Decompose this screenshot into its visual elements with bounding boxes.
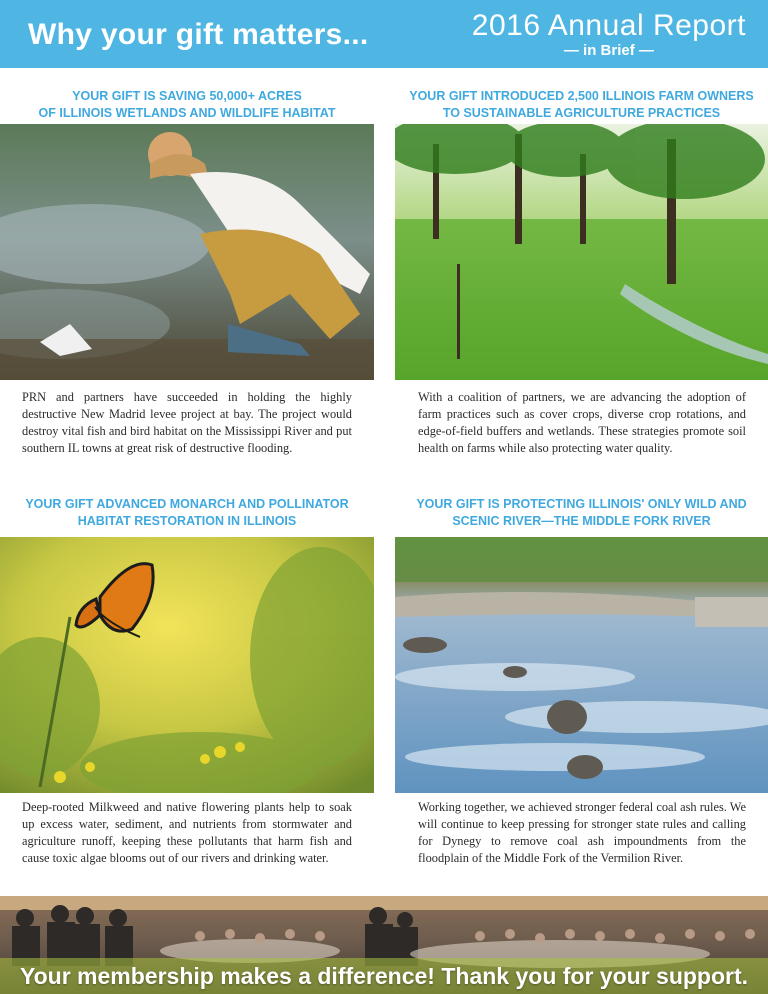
heading-line: YOUR GIFT ADVANCED MONARCH AND POLLINATOR: [25, 497, 349, 511]
section-heading-middle-fork: [395, 496, 768, 530]
photo-river: [395, 537, 768, 793]
section-body-agriculture: With a coalition of partners, we are advancing the adoption of farm practices such as cover crops, diverse crop rotations, and edge-of-field buffers and wetlands. These strategies promote soil health on farms while also protecting water quality.: [418, 390, 746, 455]
heading-line: OF ILLINOIS WETLANDS AND WILDLIFE HABITAT: [38, 106, 336, 120]
heading-line: YOUR GIFT INTRODUCED 2,500 ILLINOIS FARM OWNERS: [409, 89, 754, 103]
photo-child-stream: [0, 124, 374, 380]
heading-line: YOUR GIFT IS SAVING 50,000+ ACRES: [72, 89, 302, 103]
heading-line: YOUR GIFT IS PROTECTING ILLINOIS' ONLY WILD AND: [416, 497, 747, 511]
header-banner: [0, 0, 768, 68]
footer-banner: [0, 896, 768, 994]
section-body-wetlands: PRN and partners have succeeded in holding the highly destructive New Madrid levee project at bay. The project would destroy vital fish and bird habitat on the Mississippi River and put southern IL towns at great risk of destructive flooding.: [22, 390, 352, 455]
report-title: 2016 Annual Report: [471, 9, 746, 42]
section-body-monarch: Deep-rooted Milkweed and native flowering plants help to soak up excess water, sediment, and nutrients from stormwater and agriculture runoff, keeping these pollutants that harm fish and cause toxic algae blooms out of our rivers and drinking water.: [22, 800, 352, 865]
photo-monarch-butterfly: [0, 537, 374, 793]
section-heading-wetlands: [0, 88, 374, 122]
heading-line: SCENIC RIVER—THE MIDDLE FORK RIVER: [452, 514, 711, 528]
heading-line: TO SUSTAINABLE AGRICULTURE PRACTICES: [442, 106, 721, 120]
photo-farm-pasture: [395, 124, 768, 380]
section-body-middle-fork: Working together, we achieved stronger federal coal ash rules. We will continue to keep pressing for stronger state rules and calling for Dynegy to remove coal ash impoundments from the floodplain of the Middle Fork of the Vermilion River.: [418, 800, 746, 865]
footer-thank-you: Your membership makes a difference! Thank you for your support.: [19, 963, 749, 989]
section-heading-agriculture: [395, 88, 768, 122]
heading-line: HABITAT RESTORATION IN ILLINOIS: [77, 514, 297, 528]
header-tagline: Why your gift matters...: [28, 18, 369, 51]
report-title-block: [472, 10, 746, 60]
section-heading-monarch: [0, 496, 374, 530]
report-subtitle: — in Brief —: [563, 42, 654, 59]
